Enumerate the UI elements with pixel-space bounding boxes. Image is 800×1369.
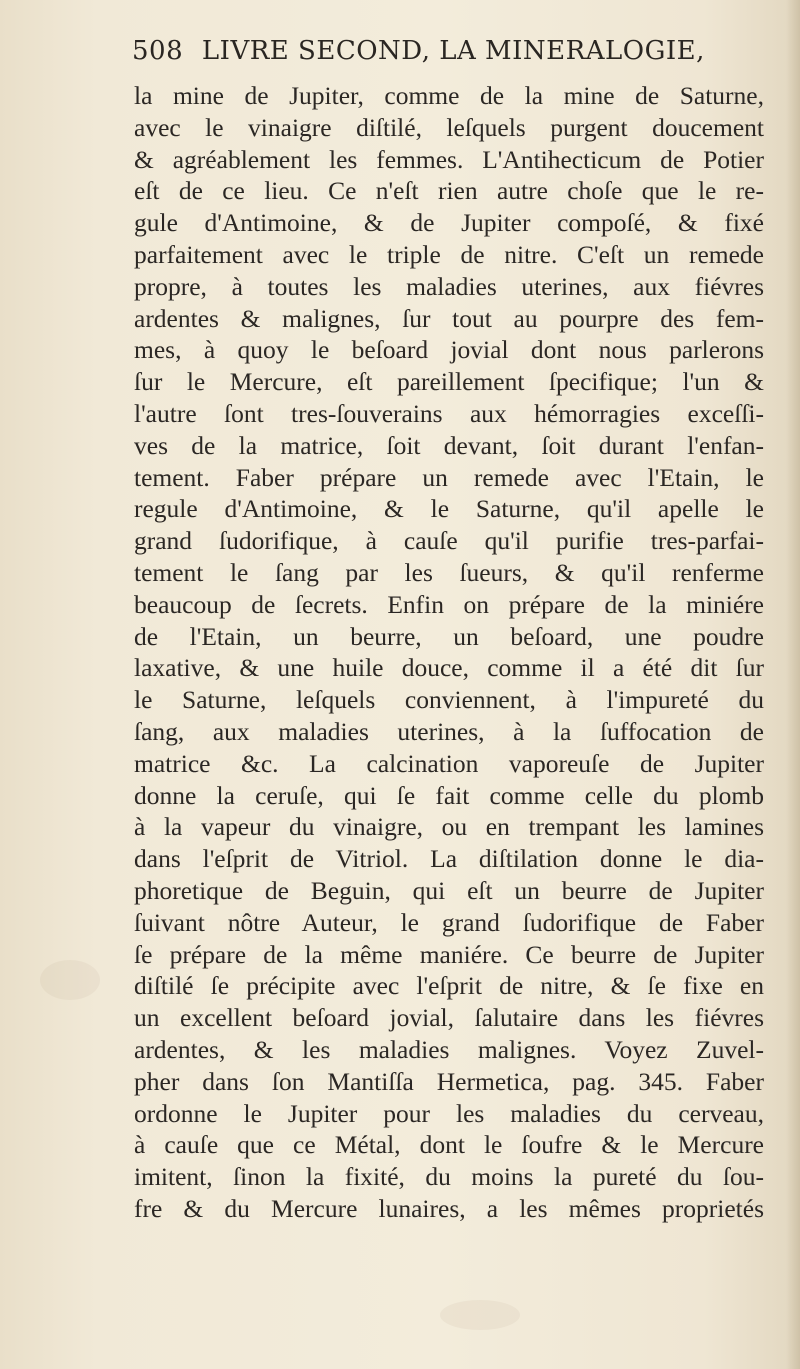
text-line: à la vapeur du vinaigre, ou en trempant les lamines <box>134 812 764 842</box>
text-line: dans l'eſprit de Vitriol. La diſtilation donne le dia- <box>134 844 764 874</box>
page-edge-shadow <box>786 0 800 1369</box>
text-line: tement. Faber prépare un remede avec l'Etain, le <box>134 462 764 492</box>
text-line: & agréablement les femmes. L'Antihecticum de Potier <box>134 144 764 174</box>
text-line: eſt de ce lieu. Ce n'eſt rien autre choſe que le re- <box>134 176 764 206</box>
text-line: fre & du Mercure lunaires, a les mêmes proprietés <box>134 1193 764 1223</box>
text-line: parfaitement avec le triple de nitre. C'eſt un remede <box>134 239 764 269</box>
text-line: ves de la matrice, ſoit devant, ſoit durant l'enfan- <box>134 430 764 460</box>
text-line: grand ſudorifique, à cauſe qu'il purifie tres-parfai- <box>134 526 764 556</box>
text-line: phoretique de Beguin, qui eſt un beurre de Jupiter <box>134 875 764 905</box>
text-line: à cauſe que ce Métal, dont le ſoufre & le Mercure <box>134 1130 764 1160</box>
text-line: un excellent beſoard jovial, ſalutaire dans les fiévres <box>134 1003 764 1033</box>
text-line: l'autre ſont tres-ſouverains aux hémorragies exceſſi- <box>134 398 764 428</box>
text-line: tement le ſang par les ſueurs, & qu'il renferme <box>134 557 764 587</box>
text-line: ardentes, & les maladies malignes. Voyez Zuvel- <box>134 1034 764 1064</box>
paper-stain <box>40 960 100 1000</box>
text-line: matrice &c. La calcination vaporeuſe de Jupiter <box>134 748 764 778</box>
text-line: ſe prépare de la même maniére. Ce beurre de Jupiter <box>134 939 764 969</box>
text-line: ſuivant nôtre Auteur, le grand ſudorifique de Faber <box>134 907 764 937</box>
text-line: avec le vinaigre diſtilé, leſquels purgent doucement <box>134 112 764 142</box>
running-header <box>132 36 772 66</box>
text-line: pher dans ſon Mantiſſa Hermetica, pag. 345. Faber <box>134 1066 764 1096</box>
text-line: imitent, ſinon la fixité, du moins la pureté du ſou- <box>134 1162 764 1192</box>
text-line: diſtilé ſe précipite avec l'eſprit de nitre, & ſe fixe en <box>134 971 764 1001</box>
text-line: laxative, & une huile douce, comme il a été dit ſur <box>134 653 764 683</box>
text-line: de l'Etain, un beurre, un beſoard, une poudre <box>134 621 764 651</box>
text-line: ſur le Mercure, eſt pareillement ſpecifique; l'un & <box>134 367 764 397</box>
text-line: propre, à toutes les maladies uterines, aux fiévres <box>134 271 764 301</box>
running-title: LIVRE SECOND, LA MINERALOGIE, <box>201 36 705 66</box>
text-line: beaucoup de ſecrets. Enfin on prépare de la miniére <box>134 589 764 619</box>
text-line: ſang, aux maladies uterines, à la ſuffocation de <box>134 716 764 746</box>
text-line: la mine de Jupiter, comme de la mine de Saturne, <box>134 81 764 110</box>
text-line: ardentes & malignes, ſur tout au pourpre des fem- <box>134 303 764 333</box>
text-line: gule d'Antimoine, & de Jupiter compoſé, & fixé <box>134 208 764 238</box>
text-line: regule d'Antimoine, & le Saturne, qu'il apelle le <box>134 494 764 524</box>
text-line: le Saturne, leſquels conviennent, à l'impureté du <box>134 685 764 715</box>
text-line: donne la ceruſe, qui ſe fait comme celle du plomb <box>134 780 764 810</box>
body-text <box>134 80 764 1225</box>
text-line: ordonne le Jupiter pour les maladies du cerveau, <box>134 1098 764 1128</box>
paper-stain <box>440 1300 520 1330</box>
page-number: 508 <box>132 36 184 66</box>
text-line: mes, à quoy le beſoard jovial dont nous parlerons <box>134 335 764 365</box>
